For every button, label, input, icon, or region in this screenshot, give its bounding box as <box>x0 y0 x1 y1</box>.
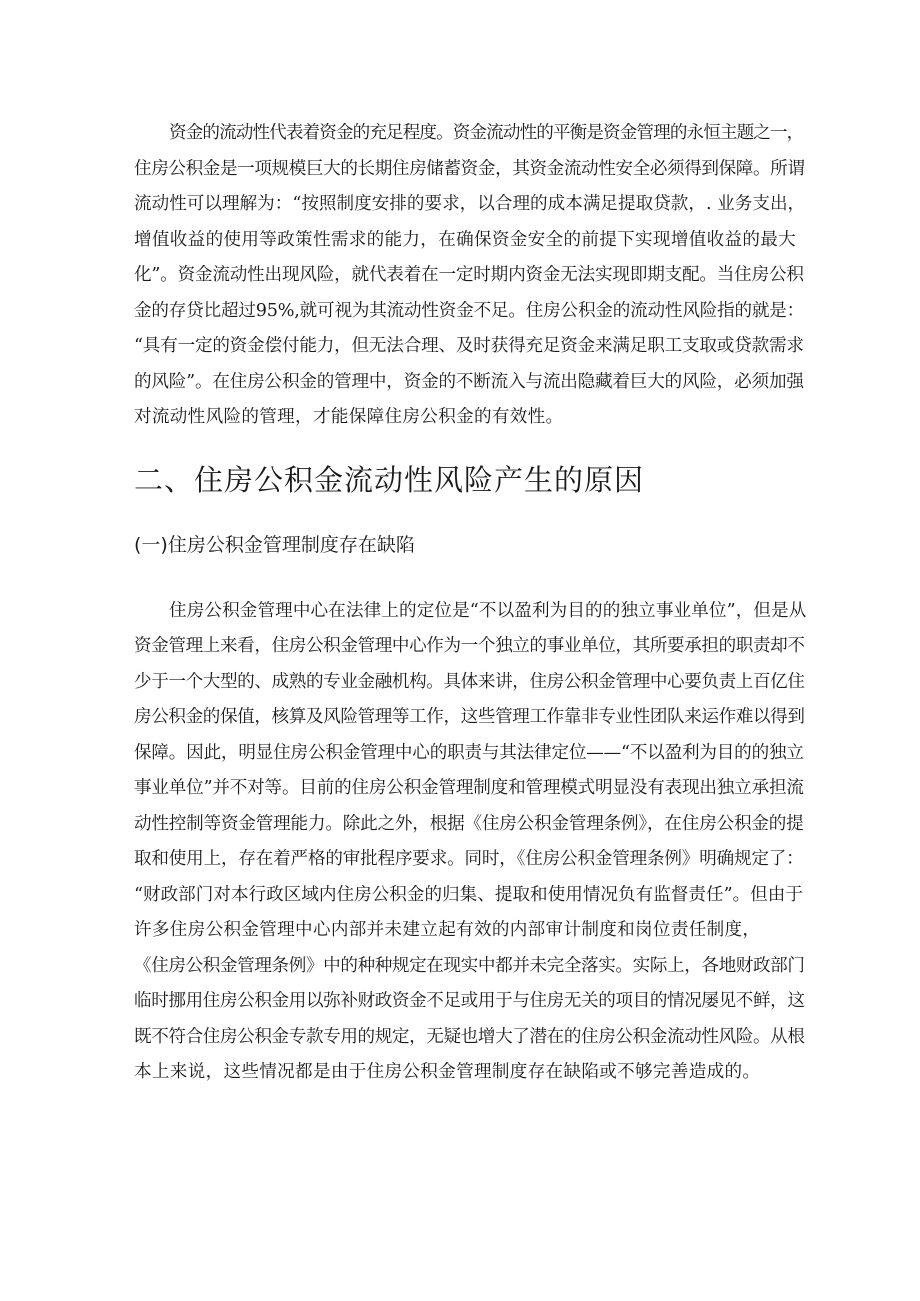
text-line: 房公积金的保值，核算及风险管理等工作，这些管理工作靠非专业性团队来运作难以得到 <box>134 707 805 727</box>
text-line: “财政部门对本行政区域内住房公积金的归集、提取和使用情况负有监督责任”。但由于 <box>134 884 803 905</box>
text-line: 少于一个大型的、成熟的专业金融机构。具体来讲，住房公积金管理中心要负责上百亿住 <box>134 671 805 692</box>
section-heading: 二、住房公积金流动性风险产生的原因 <box>134 462 645 497</box>
text-line: 取和使用上，存在着严格的审批程序要求。同时，《住房公积金管理条例》明确规定了： <box>134 849 804 869</box>
text-line: 住房公积金管理中心在法律上的定位是“不以盈利为目的的独立事业单位”，但是从 <box>169 600 807 621</box>
text-line: 金的存贷比超过95%,就可视为其流动性资金不足。住房公积金的流动性风险指的就是： <box>134 300 805 321</box>
text-line: 增值收益的使用等政策性需求的能力，在确保资金安全的前提下实现增值收益的最大 <box>134 229 797 250</box>
text-line: 事业单位”并不对等。目前的住房公积金管理制度和管理模式明显没有表现出独立承担流 <box>134 778 804 798</box>
text-line: 化”。资金流动性出现风险，就代表着在一定时期内资金无法实现即期支配。当住房公积 <box>134 265 804 285</box>
paragraph-liquidity-definition <box>134 116 806 436</box>
text-line: 资金的流动性代表着资金的充足程度。资金流动性的平衡是资金管理的永恒主题之一， <box>169 123 804 143</box>
text-line: 住房公积金是一项规模巨大的长期住房储蓄资金，其资金流动性安全必须得到保障。所谓 <box>134 158 805 179</box>
subsection-heading: (一)住房公积金管理制度存在缺陷 <box>134 533 415 556</box>
paragraph-management-defects <box>134 594 807 1091</box>
text-line: 对流动性风险的管理，才能保障住房公积金的有效性。 <box>134 407 564 427</box>
text-line: 既不符合住房公积金专款专用的规定，无疑也增大了潜在的住房公积金流动性风险。从根 <box>134 1026 805 1047</box>
text-line: 保障。因此，明显住房公积金管理中心的职责与其法律定位——“不以盈利为目的的独立 <box>134 742 804 763</box>
text-line: 许多住房公积金管理中心内部并未建立起有效的内部审计制度和岗位责任制度， <box>134 920 761 940</box>
document-page <box>134 116 807 1091</box>
text-line: 动性控制等资金管理能力。除此之外，根据《住房公积金管理条例》，在住房公积金的提 <box>134 813 804 834</box>
text-line: 流动性可以理解为：“按照制度安排的要求，以合理的成本满足提取贷款，. 业务支出， <box>134 194 806 214</box>
text-line: 的风险”。在住房公积金的管理中，资金的不断流入与流出隐藏着巨大的风险，必须加强 <box>134 371 804 392</box>
text-line: 本上来说，这些情况都是由于住房公积金管理制度存在缺陷或不够完善造成的。 <box>134 1062 761 1082</box>
text-line: 资金管理上来看，住房公积金管理中心作为一个独立的事业单位，其所要承担的职责却不 <box>134 636 805 656</box>
text-line: 《住房公积金管理条例》中的种种规定在现实中都并未完全落实。实际上，各地财政部门 <box>134 955 805 976</box>
text-line: 临时挪用住房公积金用以弥补财政资金不足或用于与住房无关的项目的情况屡见不鲜，这 <box>134 991 805 1011</box>
text-line: “具有一定的资金偿付能力，但无法合理、及时获得充足资金来满足职工支取或贷款需求 <box>134 336 804 356</box>
